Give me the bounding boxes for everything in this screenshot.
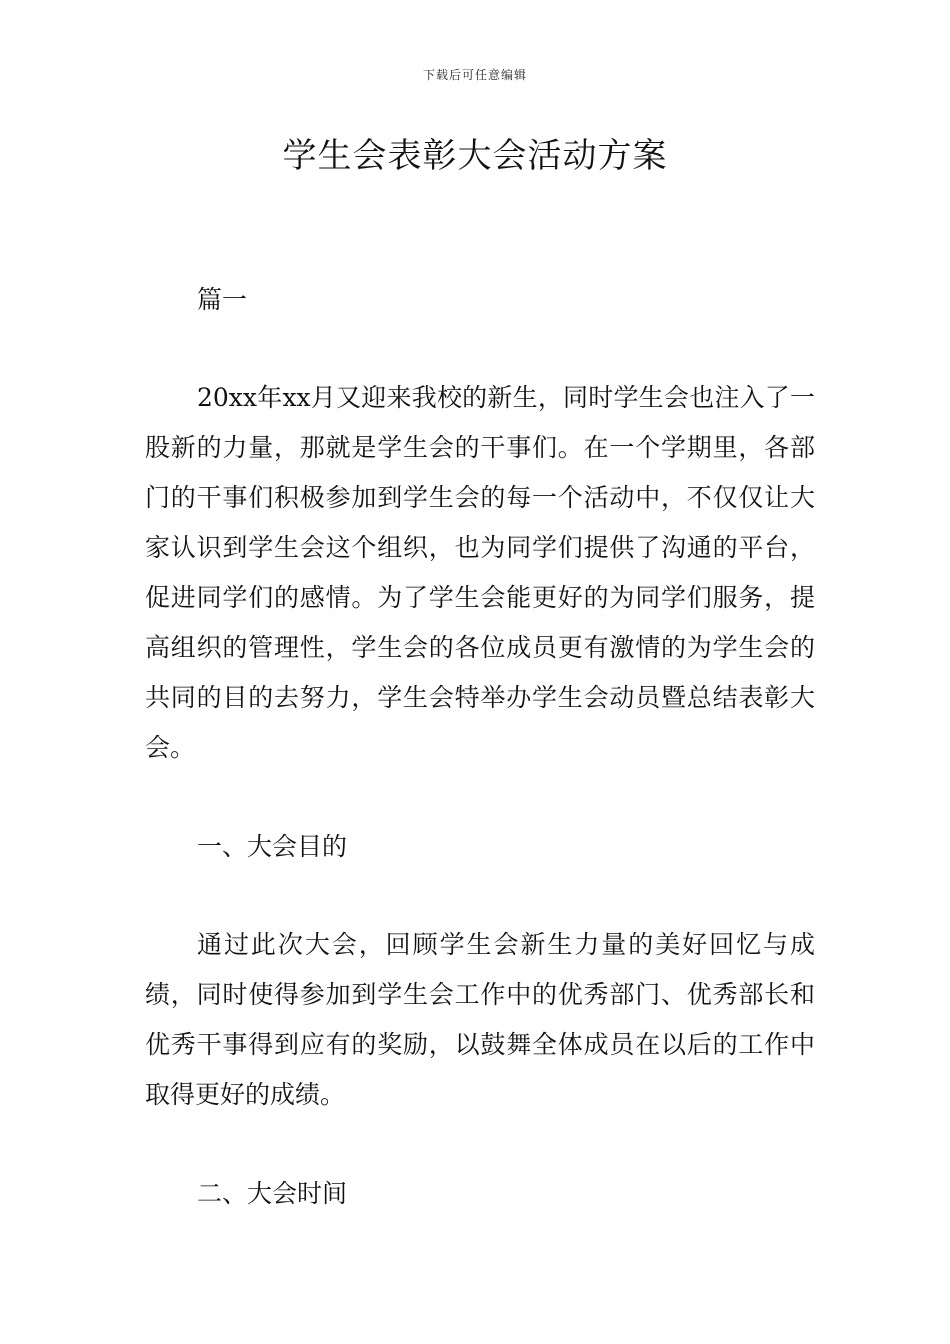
header-note: 下载后可任意编辑 xyxy=(422,68,527,82)
document-title: 学生会表彰大会活动方案 xyxy=(282,136,668,176)
heading-time: 二、大会时间 xyxy=(197,1179,348,1208)
section-label: 篇一 xyxy=(197,285,248,314)
intro-paragraph: 20xx年xx月又迎来我校的新生，同时学生会也注入了一股新的力量，那就是学生会的干事们。在一个学期里，各部门的干事们积极参加到学生会的每一个活动中，不仅仅让大家认识到学生会这个组织，也为同学们提供了沟通的平台，促进同学们的感情。为了学生会能更好的为同学们服务，提高组织的管理性，学生会的各位成员更有激情的为学生会的共同的目的去努力，学生会特举办学生会动员暨总结表彰大会。 xyxy=(145,383,815,762)
heading-purpose: 一、大会目的 xyxy=(197,832,348,861)
purpose-paragraph: 通过此次大会，回顾学生会新生力量的美好回忆与成绩，同时使得参加到学生会工作中的优秀部门、优秀部长和优秀干事得到应有的奖励，以鼓舞全体成员在以后的工作中取得更好的成绩。 xyxy=(145,930,815,1109)
